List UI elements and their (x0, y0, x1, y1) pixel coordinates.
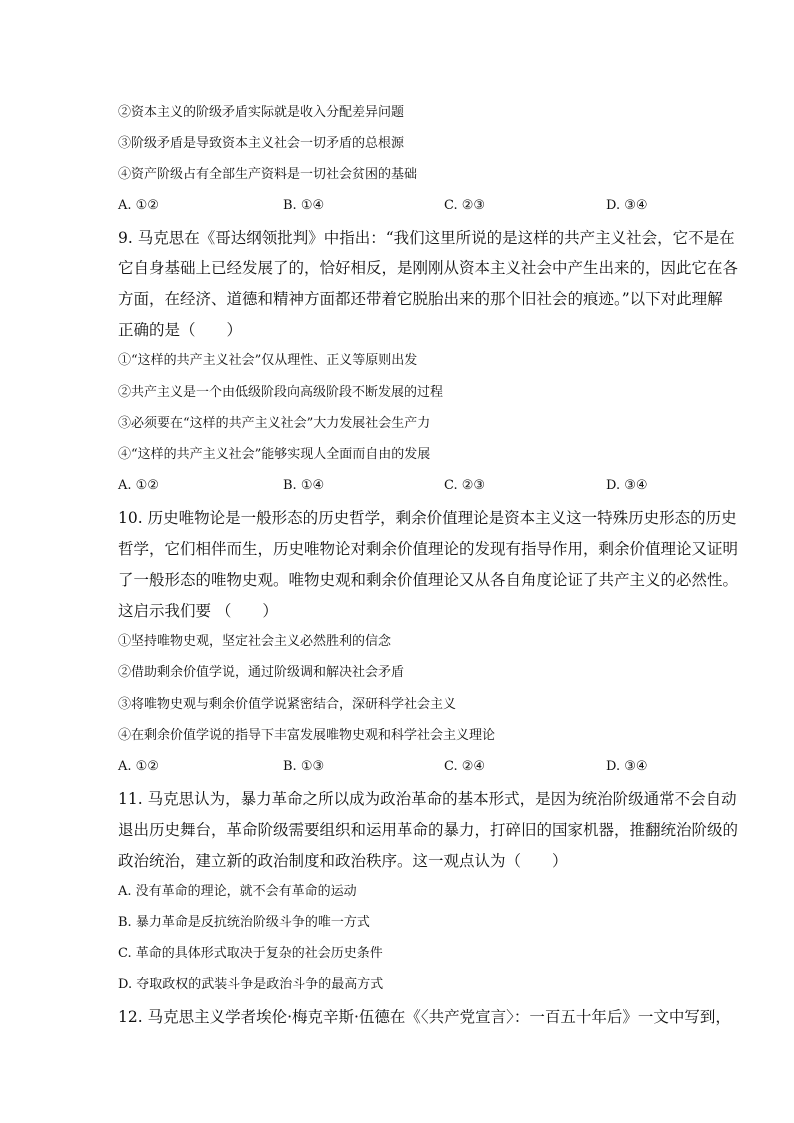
q9-option-d: D. ③④ (606, 478, 648, 493)
q9-item-1: ①“这样的共产主义社会”仅从理性、正义等原则出发 (118, 353, 418, 368)
q10-option-c: C. ②④ (444, 759, 486, 774)
q12-stem-line-1: 12. 马克思主义学者埃伦·梅克辛斯·伍德在《〈共产党宣言〉：一百五十年后》一文中写到， (118, 1008, 731, 1026)
q11-stem-line-3: 政治统治，建立新的政治制度和政治秩序。这一观点认为（ ） (118, 852, 568, 870)
q10-stem-line-1: 10. 历史唯物论是一般形态的历史哲学，剩余价值理论是资本主义这一特殊历史形态的历史 (118, 509, 737, 527)
q10-item-3: ③将唯物史观与剩余价值学说紧密结合，深研科学社会主义 (118, 697, 457, 712)
q10-item-4: ④在剩余价值学说的指导下丰富发展唯物史观和科学社会主义理论 (118, 728, 496, 743)
q9-item-3: ③必须要在“这样的共产主义社会”大力发展社会生产力 (118, 416, 431, 431)
q9-option-b: B. ①④ (283, 478, 325, 493)
q10-item-1: ①坚持唯物史观，坚定社会主义必然胜利的信念 (118, 634, 392, 649)
q9-item-4: ④“这样的共产主义社会”能够实现人全面而自由的发展 (118, 447, 431, 462)
q9-stem-line-1: 9. 马克思在《哥达纲领批判》中指出：“我们这里所说的是这样的共产主义社会，它不是在 (118, 229, 735, 247)
q8-option-b: B. ①④ (283, 198, 325, 213)
q9-option-c: C. ②③ (444, 478, 486, 493)
q10-stem-line-4: 这启示我们要 （ ） (118, 602, 278, 620)
q8-item-2: ②资本主义的阶级矛盾实际就是收入分配差异问题 (118, 105, 405, 120)
q11-option-c: C. 革命的具体形式取决于复杂的社会历史条件 (118, 946, 383, 961)
q10-option-b: B. ①③ (283, 759, 325, 774)
q8-item-4: ④资产阶级占有全部生产资料是一切社会贫困的基础 (118, 167, 418, 182)
q10-option-a: A. ①② (118, 759, 159, 774)
q9-item-2: ②共产主义是一个由低级阶段向高级阶段不断发展的过程 (118, 385, 444, 400)
q8-option-a: A. ①② (118, 198, 159, 213)
q9-option-a: A. ①② (118, 478, 159, 493)
q11-option-b: B. 暴力革命是反抗统治阶级斗争的唯一方式 (118, 915, 370, 930)
q11-stem-line-2: 退出历史舞台，革命阶级需要组织和运用革命的暴力，打碎旧的国家机器，推翻统治阶级的 (118, 821, 739, 839)
q11-option-d: D. 夺取政权的武装斗争是政治斗争的最高方式 (118, 977, 384, 992)
q8-option-d: D. ③④ (606, 198, 648, 213)
q11-option-a: A. 没有革命的理论，就不会有革命的运动 (118, 884, 357, 899)
q8-option-c: C. ②③ (444, 198, 486, 213)
q11-stem-line-1: 11. 马克思认为，暴力革命之所以成为政治革命的基本形式，是因为统治阶级通常不会自动 (118, 790, 737, 808)
q10-stem-line-3: 了一般形态的唯物史观。唯物史观和剩余价值理论又从各自角度论证了共产主义的必然性。 (118, 571, 739, 589)
q8-item-3: ③阶级矛盾是导致资本主义社会一切矛盾的总根源 (118, 136, 405, 151)
q9-stem-line-4: 正确的是（ ） (118, 321, 243, 339)
q10-stem-line-2: 哲学，它们相伴而生，历史唯物论对剩余价值理论的发现有指导作用，剩余价值理论又证明 (118, 540, 739, 558)
q10-option-d: D. ③④ (606, 759, 648, 774)
q9-stem-line-3: 方面，在经济、道德和精神方面都还带着它脱胎出来的那个旧社会的痕迹。”以下对此理解 (118, 290, 723, 308)
q10-item-2: ②借助剩余价值学说，通过阶级调和解决社会矛盾 (118, 665, 405, 680)
q9-stem-line-2: 它自身基础上已经发展了的，恰好相反，是刚刚从资本主义社会中产生出来的，因此它在各 (118, 259, 739, 277)
